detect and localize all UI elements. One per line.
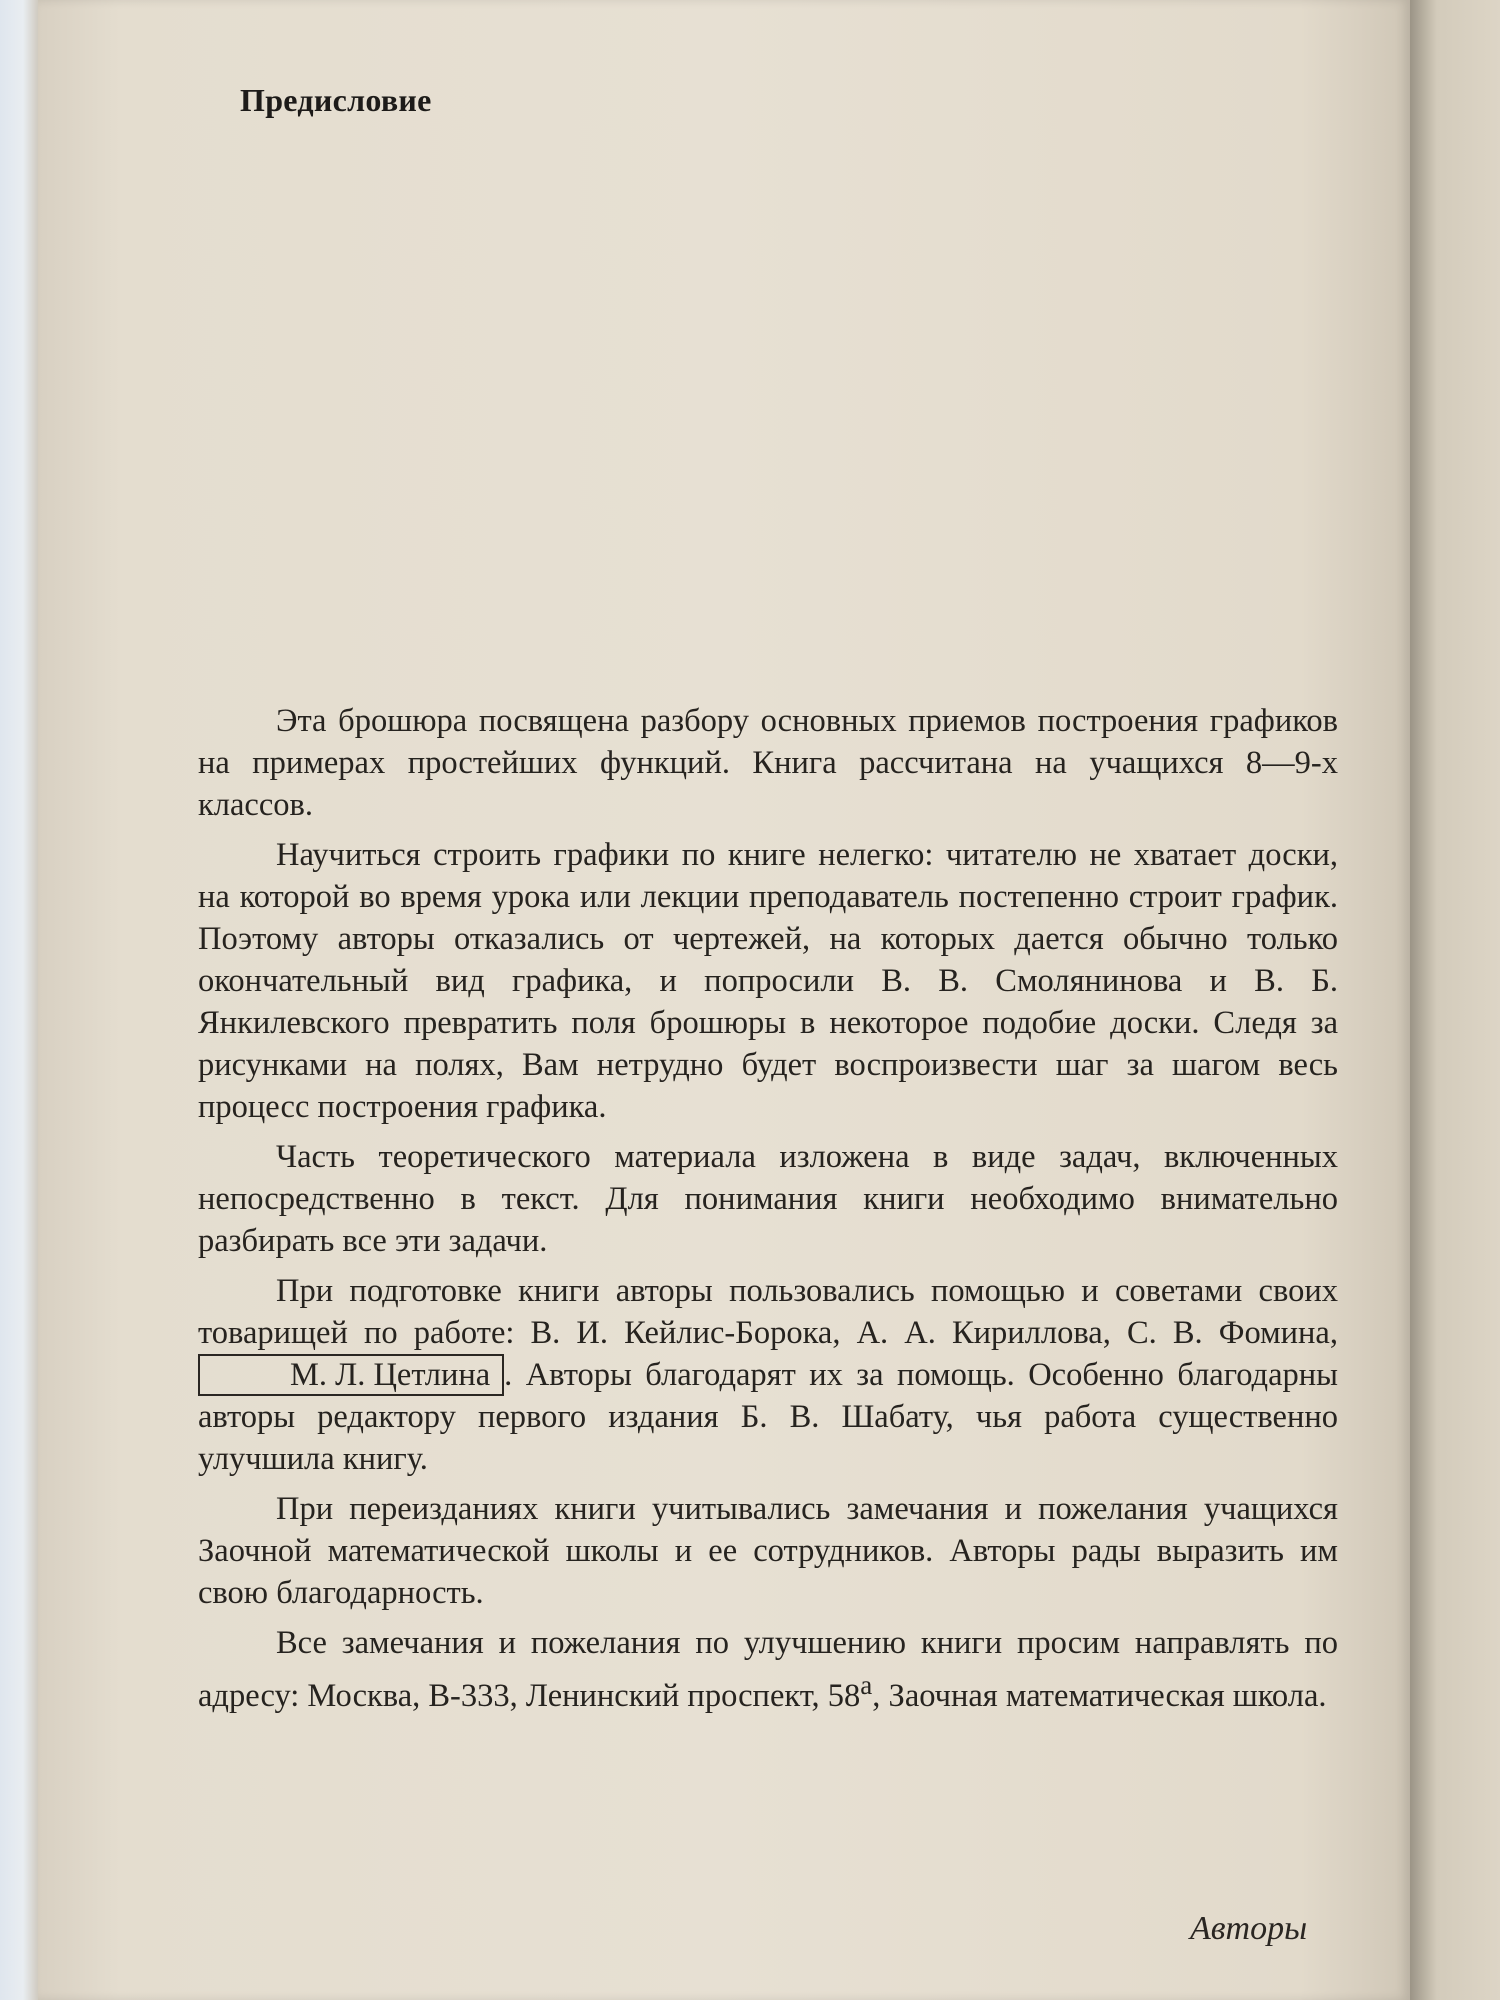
paragraph-address: [198, 1622, 1338, 1717]
left-page-edge: [0, 0, 42, 2000]
paragraph-1: Эта брошюра посвящена разбору основных приемов построения графиков на примерах простейших функций. Книга рассчитана на учащихся 8—9-х классов.: [198, 703, 1338, 823]
thanks-text-after: . Авторы благодарят их за помощь. Особенно благодарны авторы редактору первого издания Б. В. Шабату, чья работа существенно улучшила книгу.: [198, 1357, 1338, 1477]
boxed-name: М. Л. Цетлина: [198, 1354, 504, 1396]
address-superscript: а: [860, 1670, 873, 1700]
page-heading: Предисловие: [240, 82, 432, 118]
preface-body: [198, 700, 1338, 1725]
book-spine: [1410, 0, 1500, 2000]
paragraph-reissue: При переизданиях книги учитывались замечания и пожелания учащихся Заочной математической школы и ее сотрудников. Авторы рады выразить им свою благодарность.: [198, 1491, 1338, 1611]
paragraph-2: Научиться строить графики по книге нелегко: читателю не хватает доски, на которой во время урока или лекции преподаватель постепенно строит график. Поэтому авторы отказались от чертежей, на которых дается обычно только окончательный вид графика, и попросили В. В. Смолянинова и В. Б. Янкилевского превратить поля брошюры в некоторое подобие доски. Следя за рисунками на полях, Вам нетрудно будет воспроизвести шаг за шагом весь процесс построения графика.: [198, 837, 1338, 1125]
signature: Авторы: [1190, 1910, 1308, 1947]
address-text-before: Все замечания и пожелания по улучшению книги просим направлять по адресу: Москва, В-333, Ленинский проспект, 58: [198, 1625, 1338, 1714]
thanks-text-before: При подготовке книги авторы пользовались помощью и советами своих товарищей по работе: В. И. Кейлис-Борока, А. А. Кириллова, С. В. Фомина,: [198, 1273, 1338, 1351]
paragraph-thanks: [198, 1270, 1338, 1480]
address-text-after: , Заочная математическая школа.: [872, 1677, 1327, 1714]
paragraph-3: Часть теоретического материала изложена в виде задач, включенных непосредственно в текст. Для понимания книги необходимо внимательно разбирать все эти задачи.: [198, 1139, 1338, 1259]
